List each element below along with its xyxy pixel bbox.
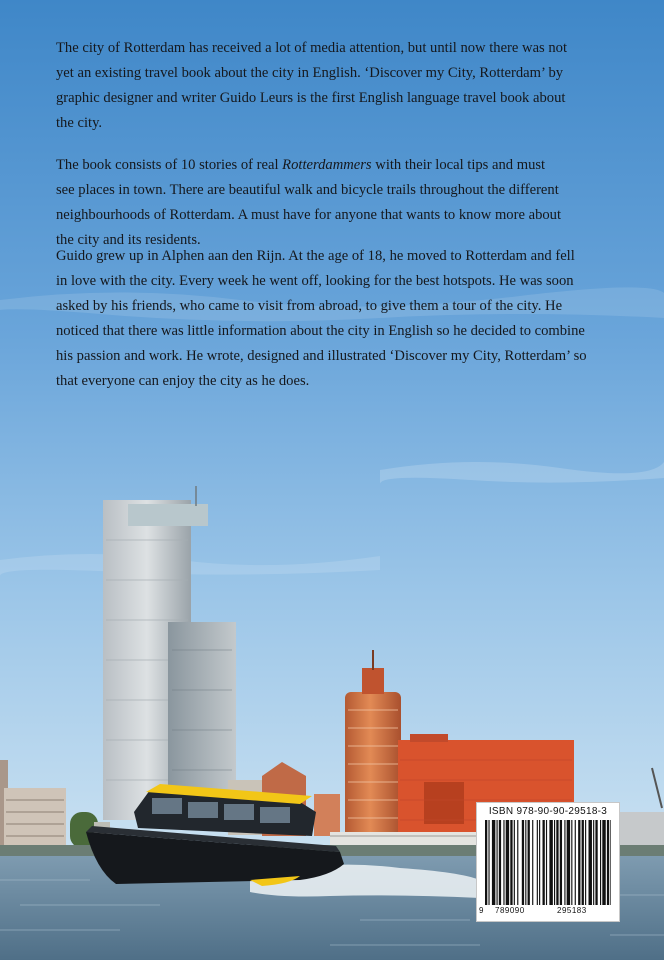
back-cover-paragraph-2	[56, 153, 608, 253]
text-line: that everyone can enjoy the city as he does.	[56, 373, 310, 389]
red-building-top	[410, 734, 448, 742]
text-line: neighbourhoods of Rotterdam. A must have for anyone that wants to know more about	[56, 207, 562, 223]
barcode-bar	[575, 820, 576, 905]
barcode-bar	[549, 820, 552, 905]
barcode-bar	[607, 820, 609, 905]
isbn-barcode	[476, 802, 620, 922]
barcode-bar	[589, 820, 592, 905]
barcode-digits-right: 295183	[557, 906, 587, 915]
barcode-bar	[528, 820, 530, 905]
text-line: The book consists of 10 stories of real Rotterdammers with their local tips and must	[56, 157, 546, 173]
barcode-bar	[600, 820, 601, 905]
barcode-bar	[485, 820, 487, 905]
barcode-bar	[564, 820, 565, 905]
barcode-digits-left: 9	[479, 906, 484, 915]
back-cover-paragraph-3	[56, 244, 608, 394]
text-line: asked by his friends, who came to visit from abroad, to give them a tour of the city. He	[56, 298, 563, 314]
barcode-bar	[532, 820, 533, 905]
text-line: yet an existing travel book about the city in English. ‘Discover my City, Rotterdam’ by	[56, 65, 564, 81]
text-line: the city.	[56, 115, 103, 131]
building	[314, 794, 340, 836]
tower-top	[128, 504, 208, 526]
barcode-bar	[560, 820, 562, 905]
barcode-bar	[506, 820, 509, 905]
barcode-bar	[610, 820, 611, 905]
barcode-bar	[556, 820, 558, 905]
text-line: his passion and work. He wrote, designed and illustrated ‘Discover my City, Rotterdam’ so	[56, 348, 587, 364]
text-line: the city and its residents.	[56, 232, 201, 248]
barcode-bar	[499, 820, 501, 905]
barcode-bar	[578, 820, 580, 905]
barcode-bar	[582, 820, 584, 905]
text-line: graphic designer and writer Guido Leurs is the first English language travel book about	[56, 90, 566, 106]
barcode-bar	[571, 820, 572, 905]
text-line: Guido grew up in Alphen aan den Rijn. At the age of 18, he moved to Rotterdam and fell	[56, 248, 575, 264]
barcode-bar	[492, 820, 495, 905]
barcode-bar	[525, 820, 526, 905]
text-line: noticed that there was little information about the city in English so he decided to combine	[56, 323, 585, 339]
barcode-bar	[595, 820, 597, 905]
barcode-digits-middle: 789090	[495, 906, 525, 915]
barcode-bar	[593, 820, 594, 905]
barcode-bar	[510, 820, 512, 905]
text-line: The city of Rotterdam has received a lot of media attention, but until now there was not	[56, 40, 568, 56]
barcode-bar	[567, 820, 570, 905]
barcode-bars	[485, 820, 611, 905]
isbn-label: ISBN 978-90-90-29518-3	[488, 806, 608, 817]
barcode-bar	[602, 820, 605, 905]
barcode-bar	[514, 820, 515, 905]
barcode-bar	[503, 820, 504, 905]
barcode-bar	[537, 820, 538, 905]
barcode-bar	[517, 820, 518, 905]
barcode-bar	[543, 820, 545, 905]
round-tower	[345, 692, 401, 842]
barcode-bar	[585, 820, 586, 905]
round-tower-top	[362, 668, 384, 694]
barcode-bar	[546, 820, 547, 905]
barcode-bar	[539, 820, 540, 905]
barcode-bar	[554, 820, 555, 905]
barcode-bar	[522, 820, 524, 905]
barcode-bar	[497, 820, 498, 905]
text-line: in love with the city. Every week he went off, looking for the best hotspots. He was soon	[56, 273, 574, 289]
italic-term: Rotterdammers	[282, 157, 372, 173]
back-cover-paragraph-1	[56, 36, 608, 136]
building	[4, 788, 66, 848]
text-line: see places in town. There are beautiful walk and bicycle trails throughout the different	[56, 182, 559, 198]
barcode-bar	[488, 820, 489, 905]
